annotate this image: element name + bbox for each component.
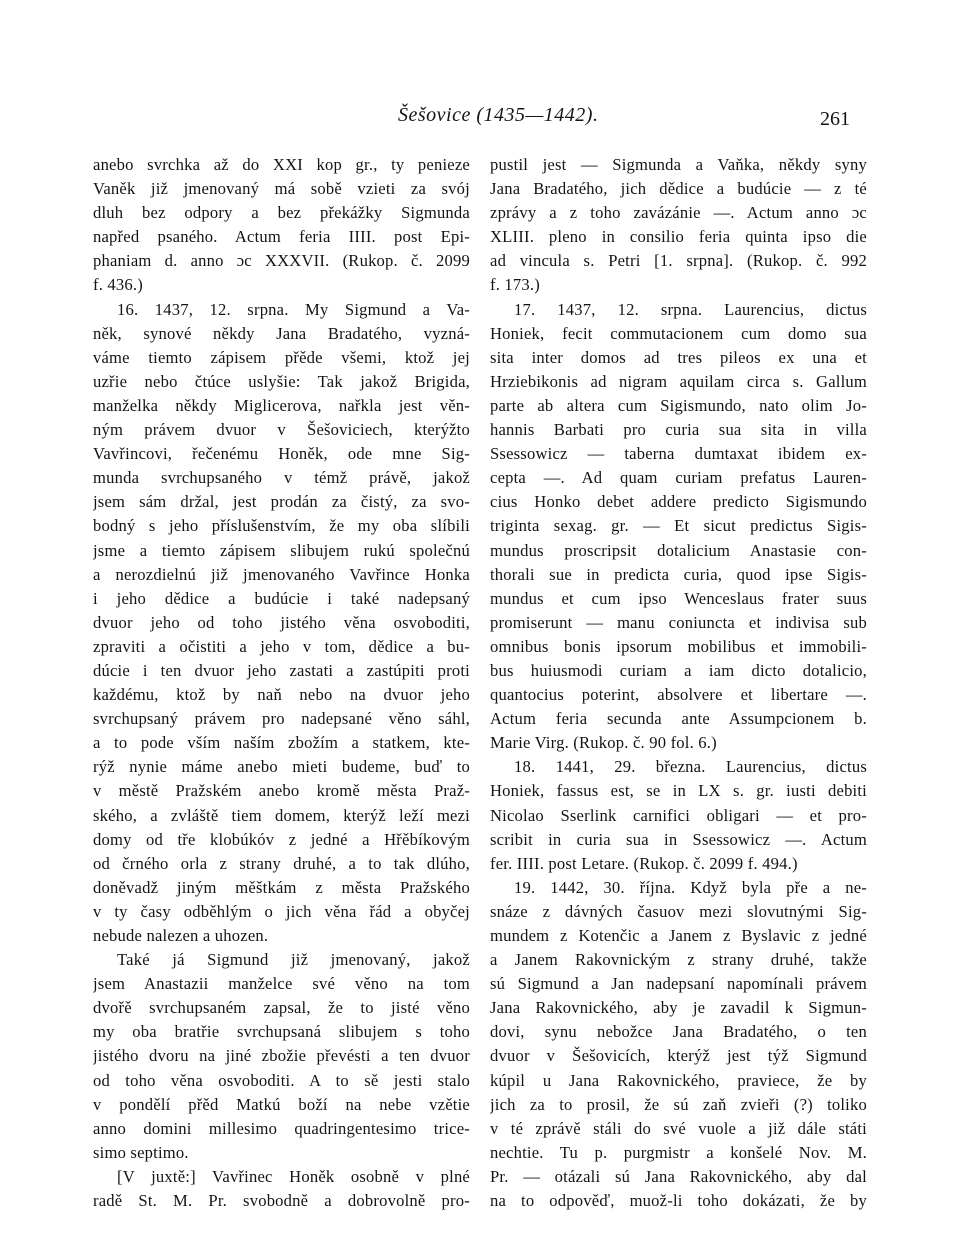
text-line: radě St. M. Pr. svobodně a dobrovolně pro- [93,1191,470,1211]
text-line: scribit in curia sua in Ssessowicz —. Actum [490,829,867,849]
text-line: jsem sám držal, jest prodán za čistý, za svo- [93,492,470,512]
text-line: váme tiemto zápisem přěde všemi, ktož jej [93,347,470,367]
text-line: Hrziebikonis ad nigram aquilam circa s. Gallum [490,371,867,391]
text-line: simo septimo. [93,1142,189,1162]
text-line: v té zprávě stáli do své vuole a již dále státi [490,1118,867,1138]
text-line: a Janem Rakovnickým z strany druhé, takže [490,950,867,970]
text-line: Pr. — otázali sú Jana Rakovnického, aby dal [490,1166,867,1186]
text-line: Jana Bradatého, jich dědice a budúcie — z té [490,179,867,199]
text-line: něk, synové někdy Jana Bradatého, vyzná- [93,323,470,343]
text-line: mundus proscripsit dotalicium Anastasie con- [490,540,867,560]
text-line: od črného orla z strany druhé, a to tak dlúho, [93,853,470,873]
text-line: nechtie. Tu p. purgmistr a konšelé Nov. M. [490,1142,867,1162]
text-line: sita inter domos ad tres pileos ex una et [490,347,867,367]
text-line: XLIII. pleno in consilio feria quinta ipso die [490,227,867,247]
text-line: jistého dvoru na jiné zbožie převésti a ten dvuor [93,1046,470,1066]
text-line: hannis Barbati pro curia sua sita in villa [490,420,867,440]
text-line: každému, ktož by naň nebo na dvuor jeho [93,685,470,705]
text-line: phaniam d. anno ɔc XXXVII. (Rukop. č. 2099 [93,251,470,271]
text-line: Actum feria secunda ante Assumpcionem b. [490,709,867,729]
text-line: dúcie i ten dvuor jeho zastati a zastúpiti proti [93,660,470,680]
text-line: ského, a zvláště tiem domem, kterýž leží mezi [93,805,470,825]
text-line: bus huiusmodi curiam a iam dicto dotalicio, [490,660,867,680]
text-line: doněvadž jiným měštkám z města Pražského [93,877,470,897]
text-line: f. 173.) [490,275,540,295]
page-number: 261 [820,108,850,130]
text-line: triginta sexag. gr. — Et sicut predictus Sigis- [490,516,867,536]
text-line: anno domini millesimo quadringentesimo trice- [93,1118,470,1138]
text-line: 17. 1437, 12. srpna. Laurencius, dictus [514,299,867,319]
text-line: fer. IIII. post Letare. (Rukop. č. 2099 f. 494.) [490,853,798,873]
text-line: cius Honko debet addere predicto Sigismundo [490,492,867,512]
text-line: quantocius poterint, absolvere et libertare —. [490,685,867,705]
text-line: jsem Anastazii manželce své věno na tom [93,974,470,994]
text-line: jich za to prosil, že sú zaň zvieři (?) toliko [490,1094,867,1114]
text-line: parte ab altera cum Sigismundo, nato olim Jo- [490,395,867,415]
text-line: dluh bez odpory a bez překážky Sigmunda [93,203,470,223]
text-line: promiserunt — manu coniuncta et indivisa sub [490,612,867,632]
text-line: nebude nalezen a uhozen. [93,926,269,945]
text-line: Nicolao Sserlink carnifici obligari — et pro- [490,805,867,825]
text-line: dvuor jeho od toho jistého věna osvoboditi, [93,612,470,632]
page-header [0,100,960,134]
text-line: pustil jest — Sigmunda a Vaňka, někdy syny [490,155,867,174]
text-line: dvořě svrchupsaném zapsal, že to jisté věno [93,998,470,1018]
text-line: Ssessowicz — taberna dumtaxat ibidem ex- [490,444,867,464]
text-line: v městě Pražském anebo kromě města Praž- [93,781,470,801]
text-line: Také já Sigmund již jmenovaný, jakož [117,950,470,970]
text-line: Honiek, fecit commutacionem cum domo sua [490,323,867,343]
text-line: manželka někdy Miglicerova, nařkla jest věn- [93,395,470,415]
text-line: snáze z dávných časuov mezi slovutnými Sig- [490,901,867,921]
text-line: Vaněk již jmenovaný má sobě vzieti za svój [93,179,470,199]
text-line: thorali sue in predicta curia, quod ipse Sigis- [490,564,867,584]
text-line: dvuor v Šešovicích, kterýž jest týž Sigmund [490,1046,867,1066]
text-line: a nerozdielnú již jmenovaného Vavřince Honka [93,564,470,584]
text-line: dovi, synu nebožce Jana Bradatého, o ten [490,1022,867,1042]
text-line: od toho věna osvoboditi. A to sě jesti stalo [93,1070,470,1090]
text-line: i jeho dědice a budúcie i také nadepsaný [93,588,470,608]
text-line: v pondělí přěd Matkú boží na nebe vzětie [93,1094,470,1114]
text-line: mundus et cum ipso Wenceslaus frater suus [490,588,867,608]
text-line: kúpil u Jana Rakovnického, praviece, že by [490,1070,867,1090]
text-line: Marie Virg. (Rukop. č. 90 fol. 6.) [490,733,717,753]
text-line: anebo svrchka až do XXI kop gr., ty penieze [93,155,470,174]
text-line: sú Sigmund a Jan nadepsaní napomínali právem [490,974,867,994]
text-line: napřed psaného. Actum feria IIII. post Epi- [93,227,470,247]
text-line: 18. 1441, 29. března. Laurencius, dictus [514,757,867,777]
running-title: Šešovice (1435—1442). [398,104,599,126]
text-line: v ty časy odběhlým o jich věna řád a obyčej [93,901,470,921]
text-line: cepta —. Ad quam curiam prefatus Lauren- [490,468,867,488]
text-line: zprávy a z toho zavázánie —. Actum anno ɔc [490,203,867,223]
text-line: Jana Rakovnického, aby je zavadil k Sigmun- [490,998,867,1018]
text-line: Honiek, fassus est, se in LX s. gr. iusti debiti [490,781,867,801]
text-line: munda svrchupsaného v témž právě, jakož [93,468,470,488]
text-line: na to odpověď, muož-li toho dokázati, že by [490,1191,867,1211]
right-text-column [490,153,867,1213]
text-line: rýž nynie máme anebo mieti budeme, buď to [93,757,470,777]
text-line: mundem z Kotenčic a Janem z Byslavic z jedné [490,926,867,945]
text-line: ným právem dvuor v Šešoviciech, kterýžto [93,420,470,440]
text-line: svrchupsaný právem pro nadepsané věno sáhl, [93,709,470,729]
text-line: uzřie nebo čtúce uslyšie: Tak jakož Brigida, [93,371,470,391]
text-line: 19. 1442, 30. října. Když byla pře a ne- [514,877,867,897]
text-line: domy od tře klobúkóv z jedné a Hřěbíkovým [93,829,470,849]
text-line: ad vincula s. Petri [1. srpna]. (Rukop. č. 992 [490,251,867,271]
text-line: my oba bratřie svrchupsaná slibujem s toho [93,1022,470,1042]
text-line: jsme a tiemto zápisem slibujem rukú společnú [93,540,470,560]
text-line: f. 436.) [93,275,143,295]
left-text-column [93,153,470,1213]
text-line: omnibus bonis ipsorum mobilibus et immobili- [490,636,867,656]
text-line: bodný s jeho příslušenstvím, že my oba slíbili [93,516,470,536]
text-line: 16. 1437, 12. srpna. My Sigmund a Va- [117,299,470,319]
text-line: [V juxtě:] Vavřinec Honěk osobně v plné [117,1166,470,1186]
text-line: zpraviti a očistiti a jeho v tom, dědice a bu- [93,636,470,656]
text-line: a to pode vším naším zbožím a statkem, kte- [93,733,470,753]
text-line: Vavřincovi, řečenému Honěk, ode mne Sig- [93,444,470,464]
